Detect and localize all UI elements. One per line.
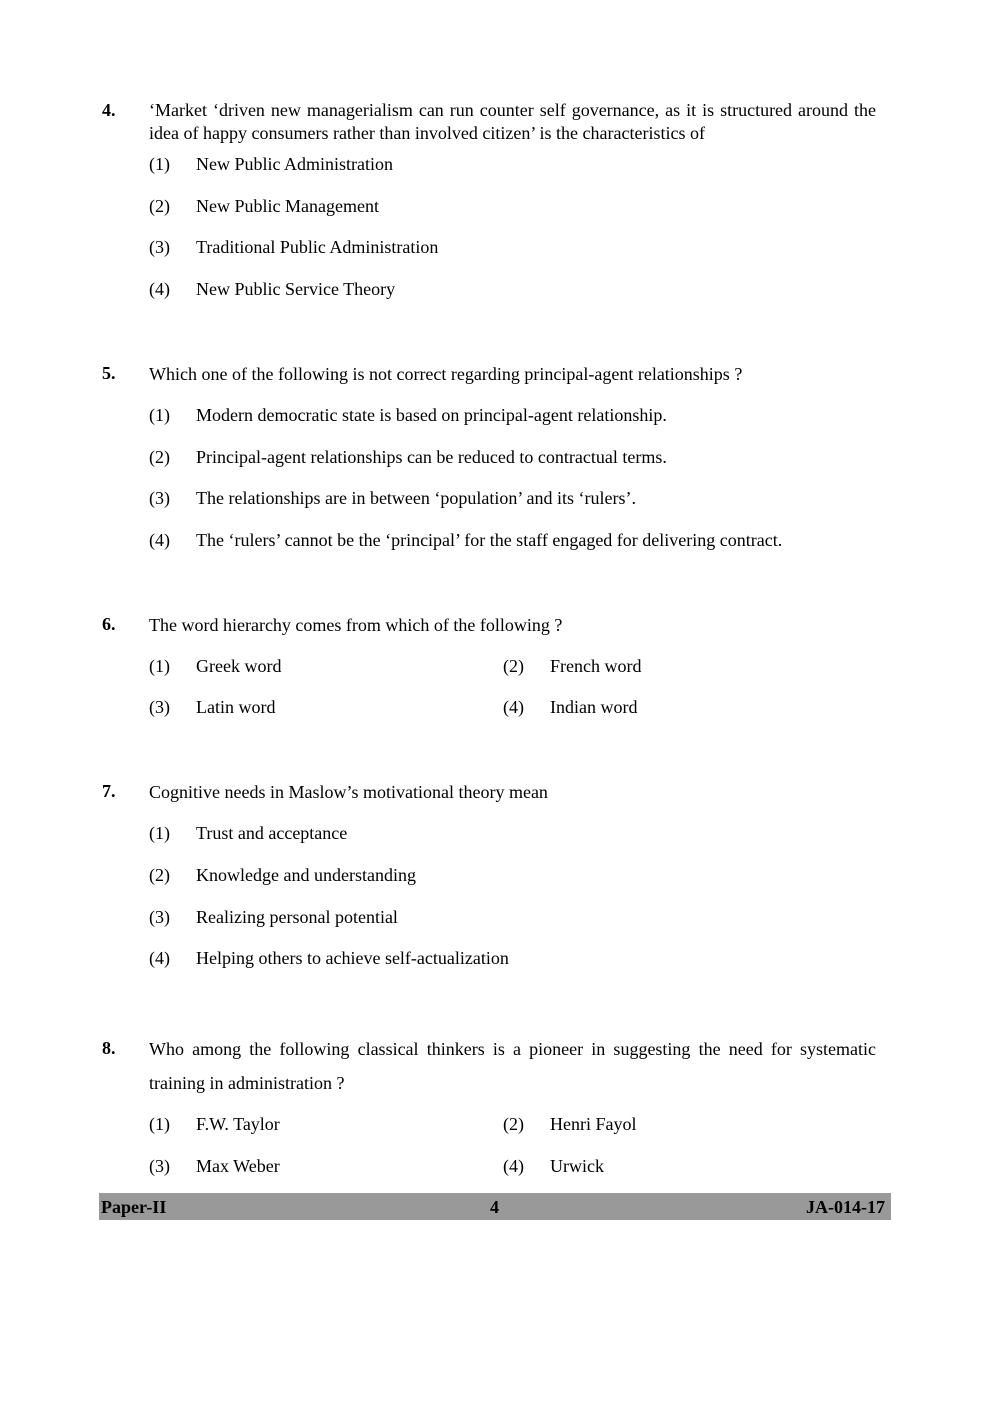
option-text: Knowledge and understanding bbox=[196, 865, 416, 885]
option-text: Traditional Public Administration bbox=[196, 237, 439, 257]
question-number: 7. bbox=[102, 781, 116, 801]
option-text: New Public Management bbox=[196, 196, 379, 216]
option-text: F.W. Taylor bbox=[196, 1114, 280, 1134]
option-number: (4) bbox=[149, 948, 170, 968]
option-text: Henri Fayol bbox=[550, 1114, 637, 1134]
paper-code: JA-014-17 bbox=[806, 1197, 885, 1217]
option-number: (3) bbox=[149, 907, 170, 927]
option-number: (2) bbox=[149, 447, 170, 467]
option-number: (4) bbox=[149, 530, 170, 550]
paper-label: Paper-II bbox=[101, 1197, 167, 1217]
question-number: 4. bbox=[102, 100, 116, 120]
option-number: (1) bbox=[149, 154, 170, 174]
question-number: 5. bbox=[102, 363, 116, 383]
option-text: Urwick bbox=[550, 1156, 604, 1176]
option-text: Helping others to achieve self-actualization bbox=[196, 948, 509, 968]
question-text: ‘Market ‘driven new managerialism can run counter self governance, as it is structured around the idea of happy consumers rather than involved citizen’ is the characteristics of bbox=[149, 100, 876, 143]
option-number: (2) bbox=[503, 1114, 524, 1134]
question-text: Which one of the following is not correct regarding principal-agent relationships ? bbox=[149, 364, 743, 384]
option-text: Trust and acceptance bbox=[196, 823, 348, 843]
option-number: (1) bbox=[149, 656, 170, 676]
option-number: (2) bbox=[503, 656, 524, 676]
question-text: Cognitive needs in Maslow’s motivational theory mean bbox=[149, 782, 548, 802]
option-number: (2) bbox=[149, 196, 170, 216]
question-text: Who among the following classical thinkers is a pioneer in suggesting the need for systematic training in administration ? bbox=[149, 1039, 876, 1093]
option-text: The ‘rulers’ cannot be the ‘principal’ for the staff engaged for delivering contract. bbox=[196, 530, 783, 550]
option-number: (3) bbox=[149, 697, 170, 717]
option-text: Indian word bbox=[550, 697, 638, 717]
option-text: The relationships are in between ‘population’ and its ‘rulers’. bbox=[196, 488, 637, 508]
option-text: New Public Administration bbox=[196, 154, 393, 174]
option-text: New Public Service Theory bbox=[196, 279, 396, 299]
option-text: Realizing personal potential bbox=[196, 907, 398, 927]
option-number: (3) bbox=[149, 237, 170, 257]
page-footer bbox=[99, 1193, 891, 1220]
option-number: (3) bbox=[149, 1156, 170, 1176]
option-text: Latin word bbox=[196, 697, 276, 717]
option-number: (2) bbox=[149, 865, 170, 885]
option-text: French word bbox=[550, 656, 642, 676]
question-text: The word hierarchy comes from which of the following ? bbox=[149, 615, 563, 635]
option-number: (4) bbox=[503, 1156, 524, 1176]
option-number: (4) bbox=[503, 697, 524, 717]
option-text: Greek word bbox=[196, 656, 282, 676]
option-number: (4) bbox=[149, 279, 170, 299]
option-text: Principal-agent relationships can be reduced to contractual terms. bbox=[196, 447, 667, 467]
option-text: Modern democratic state is based on principal-agent relationship. bbox=[196, 405, 667, 425]
option-number: (1) bbox=[149, 823, 170, 843]
question-number: 6. bbox=[102, 614, 116, 634]
option-number: (1) bbox=[149, 405, 170, 425]
page-number: 4 bbox=[490, 1197, 499, 1217]
question-number: 8. bbox=[102, 1038, 116, 1058]
option-number: (1) bbox=[149, 1114, 170, 1134]
option-number: (3) bbox=[149, 488, 170, 508]
option-text: Max Weber bbox=[196, 1156, 280, 1176]
